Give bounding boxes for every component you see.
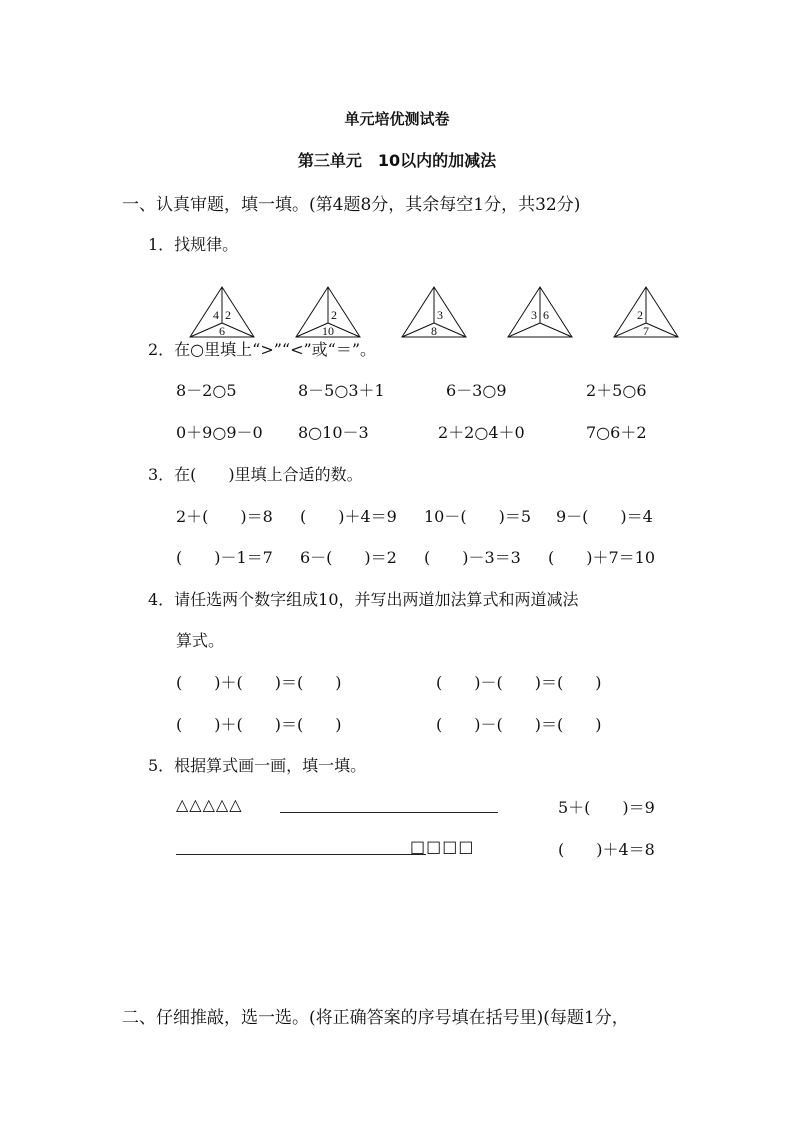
triangle-bottom-number: 6	[219, 324, 226, 338]
fill-blank-item: ( )－1＝7	[176, 548, 273, 567]
addition-blank: ( )＋( )＝( )	[176, 715, 342, 734]
addition-blank: ( )＋( )＝( )	[176, 673, 342, 692]
fill-blank-item: 2＋( )＝8	[176, 507, 273, 526]
triangle-bottom-number: 8	[431, 324, 438, 338]
page-title: 单元培优测试卷	[344, 110, 450, 128]
compare-item: 8○10－3	[298, 423, 369, 442]
triangle-bottom-number: 10	[322, 324, 335, 338]
fill-blank-item: 9－( )＝4	[556, 507, 653, 526]
triangle-left-number: 2	[637, 308, 644, 322]
compare-item: 8－5○3＋1	[298, 381, 385, 400]
fill-blank-item: ( )＋7＝10	[548, 548, 656, 567]
section1-heading: 一、认真审题，填一填。(第4题8分，其余每空1分，共32分)	[122, 195, 581, 215]
fill-blank-item: ( )＋4＝9	[300, 507, 397, 526]
triangles-figure	[188, 285, 688, 343]
q3-label: 3．在( )里填上合适的数。	[148, 465, 363, 484]
section2-heading: 二、仔细推敲，选一选。(将正确答案的序号填在括号里)(每题1分，	[122, 1008, 629, 1028]
triangle-pattern-row	[178, 266, 678, 338]
square-shapes: □□□□	[410, 837, 475, 856]
triangle-right-number: 6	[543, 308, 550, 322]
subtraction-blank: ( )－( )＝( )	[436, 673, 602, 692]
number-triangle	[296, 287, 360, 338]
compare-item: 2＋2○4＋0	[438, 423, 525, 442]
q5-equation-2: ( )＋4＝8	[558, 840, 655, 859]
compare-item: 0＋9○9－0	[176, 423, 263, 442]
fill-blank-item: 10－( )＝5	[424, 507, 532, 526]
q5-label: 5．根据算式画一画，填一填。	[148, 756, 367, 775]
number-triangle	[402, 287, 466, 338]
compare-item: 7○6＋2	[586, 423, 647, 442]
triangle-right-number: 2	[225, 308, 232, 322]
fill-blank-item: ( )－3＝3	[424, 548, 521, 567]
q4-label-line1: 4．请任选两个数字组成10，并写出两道加法算式和两道减法	[148, 590, 579, 609]
triangle-bottom-number: 7	[643, 324, 650, 338]
triangle-right-number: 3	[437, 308, 444, 322]
draw-answer-line	[176, 854, 426, 855]
compare-item: 8－2○5	[176, 381, 237, 400]
compare-item: 6－3○9	[446, 381, 507, 400]
triangle-left-number: 4	[213, 308, 220, 322]
number-triangle	[614, 287, 678, 338]
fill-blank-item: 6－( )＝2	[300, 548, 397, 567]
unit-subtitle: 第三单元 10以内的加减法	[297, 151, 497, 170]
triangle-right-number: 2	[331, 308, 338, 322]
number-triangle	[190, 287, 254, 338]
q1-label: 1．找规律。	[148, 235, 239, 254]
subtraction-blank: ( )－( )＝( )	[436, 715, 602, 734]
triangle-left-number: 3	[531, 308, 538, 322]
q5-equation-1: 5＋( )＝9	[558, 798, 655, 817]
number-triangle	[508, 287, 572, 337]
q4-label-line2: 算式。	[176, 631, 225, 650]
q2-label: 2．在○里填上“>”“<”或“＝”。	[148, 340, 377, 359]
draw-answer-line	[280, 812, 498, 813]
triangle-shapes: △△△△△	[176, 795, 243, 814]
compare-item: 2＋5○6	[586, 381, 647, 400]
